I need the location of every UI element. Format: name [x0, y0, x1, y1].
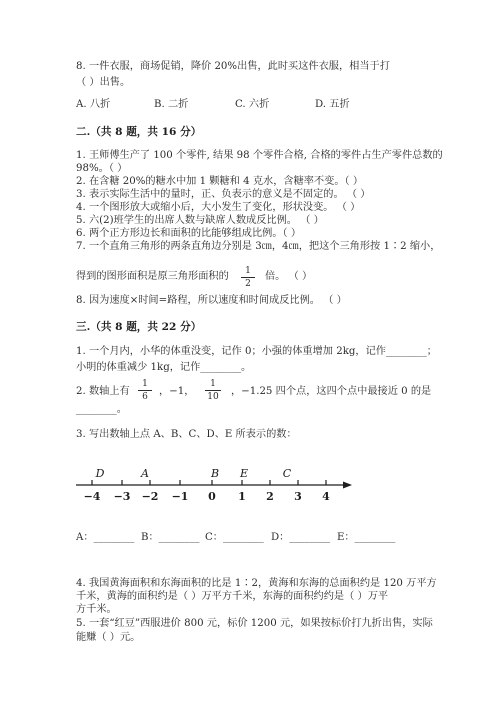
s3-q2-line2: ________。: [76, 404, 127, 415]
answer-e: E：________: [337, 532, 396, 543]
q8-top-line2: （ ）出售。: [76, 77, 131, 88]
fraction-denominator: 6: [142, 392, 148, 402]
q8-option-b: B. 二折: [154, 99, 189, 110]
number-line-tick-label: −3: [113, 490, 131, 503]
s2-q7-line1: 7. 一个直角三角形的两条直角边分别是 3㎝，4㎝，把这个三角形按 1∶2 缩小，: [76, 241, 441, 252]
number-line-point-label: E: [239, 467, 249, 480]
s2-q4: 4. 一个图形放大或缩小后，大小发生了变化，形状没变。 （ ）: [76, 202, 361, 213]
s3-q1-line1: 1. 一个月内，小华的体重没变，记作 0；小强的体重增加 2kg，记作________；: [76, 346, 437, 357]
s3-q4-line2: 千米，黄海的面积约是（ ）万平方千米，东海的面积约约是（ ）万平: [76, 591, 389, 602]
s3-q2-fraction2: [205, 379, 221, 402]
number-line-tick-label: 1: [238, 490, 246, 503]
number-line-tick-label: −1: [171, 490, 189, 503]
s3-q2-mid: ，−1，: [159, 386, 195, 397]
q8-option-a: A. 八折: [76, 99, 111, 110]
number-line-point-label: A: [141, 467, 149, 480]
s3-q4-line1: 4. 我国黄海面积和东海面积的比是 1∶2，黄海和东海的总面积约是 120 万平方: [76, 578, 437, 589]
s2-q1-line1: 1. 王师傅生产了 100 个零件, 结果 98 个零件合格, 合格的零件占生产零件总数的: [76, 150, 443, 161]
fraction-numerator: 1: [205, 379, 221, 391]
s2-q7-line2-before: 得到的图形面积是原三角形面积的: [76, 271, 229, 282]
number-line-tick-label: 3: [294, 490, 302, 503]
s2-q6: 6. 两个正方形边长和面积的比能够组成比例。（ ）: [76, 228, 302, 239]
fraction-denominator: 10: [207, 392, 219, 402]
s2-q5: 5. 六(2)班学生的出席人数与缺席人数成反比例。 （ ）: [76, 215, 324, 226]
s2-q2: 2. 在含糖 20%的糖水中加 1 颗糖和 4 克水，含糖率不变。（ ）: [76, 176, 364, 187]
answer-d: D：________: [271, 532, 331, 543]
s3-q3: 3. 写出数轴上点 A、B、C、D、E 所表示的数：: [76, 429, 297, 440]
s2-q1-line2: 98%。（ ）: [76, 163, 128, 174]
answer-a: A：________: [76, 532, 135, 543]
s3-q5-line2: 能赚（ ）元。: [76, 632, 141, 643]
s3-q1-line2: 小明的体重减少 1kg，记作________。: [76, 362, 252, 373]
s3-q5-line1: 5. 一套“红豆”西服进价 800 元，标价 1200 元，如果按标价打九折出售，实际: [76, 618, 433, 629]
q8-option-d: D. 五折: [315, 99, 350, 110]
number-line-tick-label: 4: [322, 490, 330, 503]
fraction-numerator: 1: [241, 266, 255, 278]
s2-q7-line2-after: 倍。 （ ）: [265, 271, 313, 282]
number-line-point-label: D: [95, 467, 105, 480]
s2-q8: 8. 因为速度×时间=路程，所以速度和时间成反比例。 （ ）: [76, 295, 347, 306]
s2-q3: 3. 表示实际生活中的量时，正、负表示的意义是不固定的。 （ ）: [76, 189, 371, 200]
fraction-denominator: 2: [245, 279, 251, 289]
number-line-tick-label: −4: [83, 490, 101, 503]
number-line-arrow: [343, 482, 352, 489]
answer-b: B：________: [141, 532, 200, 543]
fraction-numerator: 1: [138, 379, 152, 391]
s3-q2-suffix: ，−1.25 四个点，这四个点中最接近 0 的是: [231, 386, 432, 397]
section2-heading: 二.（共 8 题，共 16 分）: [76, 126, 202, 138]
s3-q4-line3: 方千米。: [76, 604, 117, 615]
s3-q2-prefix: 2. 数轴上有: [76, 386, 130, 397]
s2-q7-fraction: [241, 266, 255, 289]
number-line-tick-label: 2: [266, 490, 274, 503]
q8-option-c: C. 六折: [235, 99, 270, 110]
section3-heading: 三.（共 8 题，共 22 分）: [76, 321, 202, 333]
q8-top-line1: 8. 一件衣服，商场促销，降价 20%出售，此时买这件衣服，相当于打: [76, 61, 390, 72]
s3-q2-fraction1: [138, 379, 152, 402]
number-line: [70, 462, 360, 506]
number-line-point-label: C: [282, 467, 292, 480]
number-line-tick-label: 0: [208, 490, 216, 503]
number-line-tick-label: −2: [141, 490, 159, 503]
answer-c: C：________: [205, 532, 264, 543]
number-line-point-label: B: [210, 467, 220, 480]
